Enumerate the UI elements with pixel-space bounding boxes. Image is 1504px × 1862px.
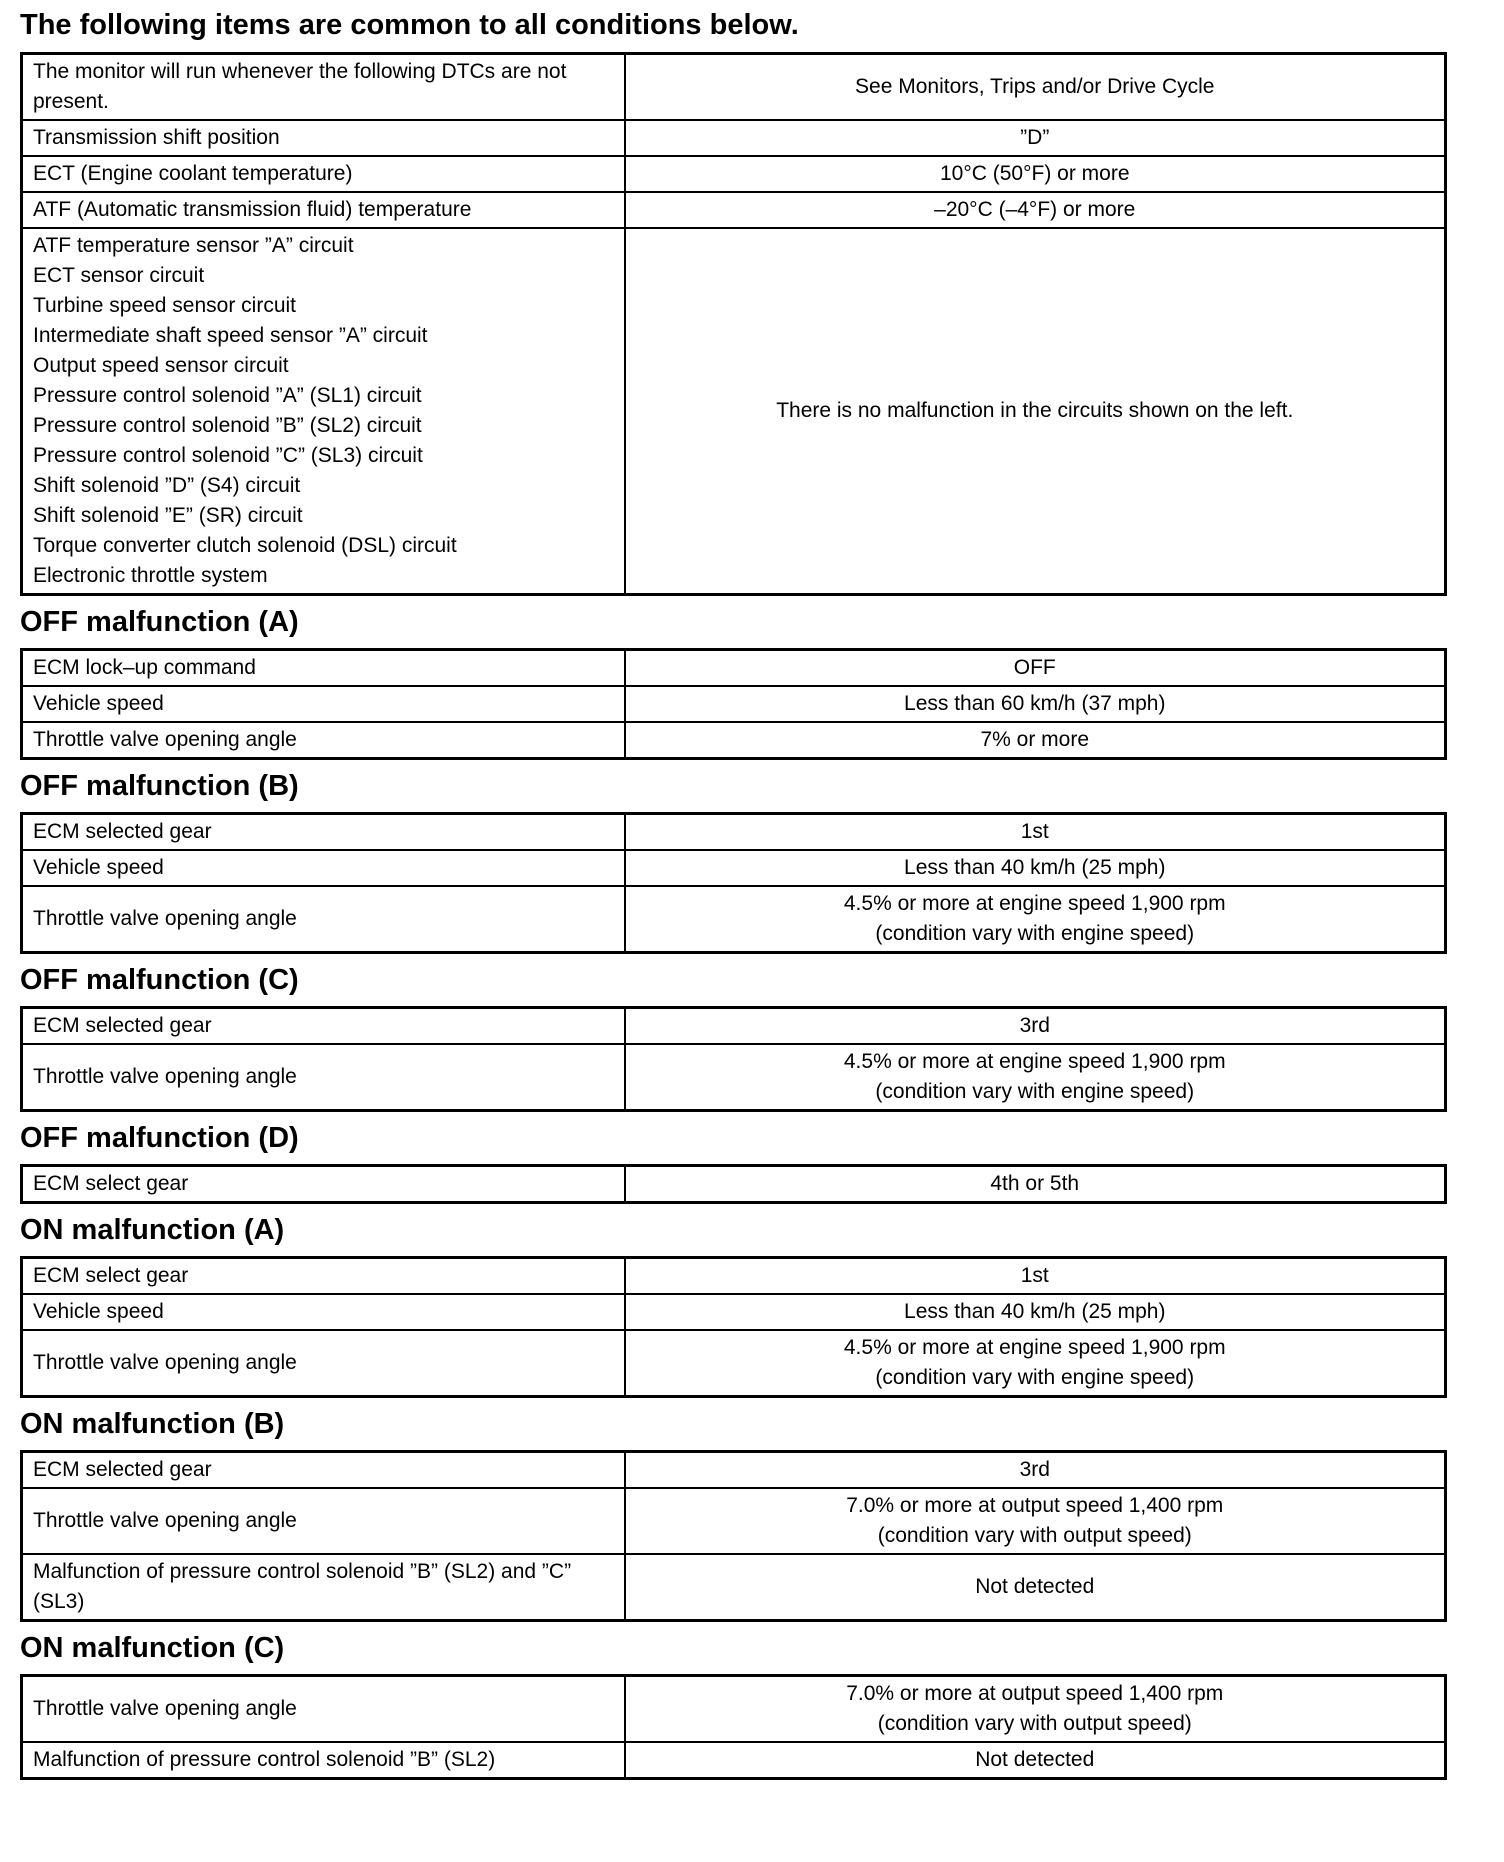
value-line: 7.0% or more at output speed 1,400 rpm [846, 1682, 1224, 1705]
section-heading: OFF malfunction (C) [20, 964, 299, 996]
condition-label: Throttle valve opening angle [22, 1330, 625, 1397]
value-line: (condition vary with output speed) [877, 1712, 1192, 1735]
table-row [22, 156, 1446, 192]
malfunction-table [20, 1164, 1447, 1204]
value-line: Less than 40 km/h (25 mph) [904, 1300, 1166, 1323]
condition-label: Throttle valve opening angle [22, 1676, 625, 1743]
value-line: Not detected [975, 1575, 1095, 1598]
circuit-item: Turbine speed sensor circuit [33, 294, 297, 317]
condition-value: 10°C (50°F) or more [625, 156, 1446, 192]
condition-label: ECM select gear [22, 1166, 625, 1203]
table-row [22, 120, 1446, 156]
table-row [22, 54, 1446, 121]
table-row [22, 228, 1446, 595]
page-title: The following items are common to all conditions below. [20, 9, 799, 41]
table-row [22, 1330, 1446, 1397]
table-row [22, 1452, 1446, 1489]
condition-label: Throttle valve opening angle [22, 1488, 625, 1554]
table-row [22, 1166, 1446, 1203]
value-line: 4th or 5th [990, 1172, 1080, 1195]
table-row [22, 1294, 1446, 1330]
condition-value [625, 1554, 1446, 1621]
table-row [22, 1258, 1446, 1295]
condition-label: Vehicle speed [22, 850, 625, 886]
circuit-item: Electronic throttle system [33, 564, 268, 587]
condition-label: Malfunction of pressure control solenoid ”B” (SL2) and ”C” (SL3) [22, 1554, 625, 1621]
circuits-value: There is no malfunction in the circuits shown on the left. [625, 228, 1446, 595]
value-line: 7.0% or more at output speed 1,400 rpm [846, 1494, 1224, 1517]
section-heading: OFF malfunction (A) [20, 606, 299, 638]
circuit-item: Output speed sensor circuit [33, 354, 289, 377]
section-heading: OFF malfunction (B) [20, 770, 299, 802]
malfunction-sections [20, 605, 1444, 1780]
condition-value [625, 814, 1446, 851]
table-row [22, 1008, 1446, 1045]
table-row [22, 1742, 1446, 1779]
table-row [22, 1676, 1446, 1743]
malfunction-table [20, 1450, 1447, 1622]
condition-value: ”D” [625, 120, 1446, 156]
table-row [22, 686, 1446, 722]
common-conditions-table [20, 52, 1447, 596]
condition-label: ECM select gear [22, 1258, 625, 1295]
value-line: (condition vary with engine speed) [875, 1080, 1195, 1103]
table-row [22, 722, 1446, 759]
condition-value [625, 650, 1446, 687]
condition-label: ECT (Engine coolant temperature) [22, 156, 625, 192]
condition-label: ECM selected gear [22, 814, 625, 851]
value-line: 1st [1020, 820, 1049, 843]
value-line: 3rd [1019, 1014, 1050, 1037]
table-row [22, 886, 1446, 953]
condition-label: ECM lock–up command [22, 650, 625, 687]
condition-value [625, 1294, 1446, 1330]
value-line: (condition vary with engine speed) [875, 922, 1195, 945]
condition-label: Throttle valve opening angle [22, 1044, 625, 1111]
section-heading: ON malfunction (B) [20, 1408, 285, 1440]
condition-label: Transmission shift position [22, 120, 625, 156]
condition-value [625, 1676, 1446, 1743]
condition-label: The monitor will run whenever the following DTCs are not present. [22, 54, 625, 121]
value-line: 7% or more [980, 728, 1090, 751]
condition-label: Vehicle speed [22, 686, 625, 722]
value-line: 3rd [1019, 1458, 1050, 1481]
value-line: OFF [1013, 656, 1056, 679]
malfunction-table [20, 812, 1447, 954]
condition-value: See Monitors, Trips and/or Drive Cycle [625, 54, 1446, 121]
circuit-item: Intermediate shaft speed sensor ”A” circuit [33, 324, 428, 347]
condition-value [625, 1008, 1446, 1045]
condition-value [625, 850, 1446, 886]
table-row [22, 1044, 1446, 1111]
section-heading: OFF malfunction (D) [20, 1122, 299, 1154]
value-line: Not detected [975, 1748, 1095, 1771]
condition-value [625, 686, 1446, 722]
circuit-item: ECT sensor circuit [33, 264, 205, 287]
condition-value [625, 1452, 1446, 1489]
document [20, 0, 1444, 1780]
circuit-item: ATF temperature sensor ”A” circuit [33, 234, 354, 257]
value-line: Less than 40 km/h (25 mph) [904, 856, 1166, 879]
condition-value [625, 886, 1446, 953]
condition-value: –20°C (–4°F) or more [625, 192, 1446, 228]
malfunction-table [20, 1006, 1447, 1112]
condition-label: Malfunction of pressure control solenoid ”B” (SL2) [22, 1742, 625, 1779]
table-row [22, 850, 1446, 886]
condition-label: Vehicle speed [22, 1294, 625, 1330]
circuit-item: Pressure control solenoid ”C” (SL3) circuit [33, 444, 423, 467]
condition-label: Throttle valve opening angle [22, 722, 625, 759]
table-row [22, 1554, 1446, 1621]
value-line: Less than 60 km/h (37 mph) [904, 692, 1166, 715]
value-line: 1st [1020, 1264, 1049, 1287]
malfunction-table [20, 1256, 1447, 1398]
circuit-item: Shift solenoid ”D” (S4) circuit [33, 474, 301, 497]
section-heading: ON malfunction (C) [20, 1632, 285, 1664]
value-line: 4.5% or more at engine speed 1,900 rpm [843, 1050, 1226, 1073]
table-row [22, 1488, 1446, 1554]
value-line: (condition vary with engine speed) [875, 1366, 1195, 1389]
condition-label: ECM selected gear [22, 1008, 625, 1045]
value-line: (condition vary with output speed) [877, 1524, 1192, 1547]
condition-value [625, 1258, 1446, 1295]
circuit-item: Shift solenoid ”E” (SR) circuit [33, 504, 303, 527]
circuit-item: Torque converter clutch solenoid (DSL) circuit [33, 534, 457, 557]
value-line: 4.5% or more at engine speed 1,900 rpm [843, 1336, 1226, 1359]
section-heading: ON malfunction (A) [20, 1214, 285, 1246]
table-row [22, 814, 1446, 851]
circuit-item: Pressure control solenoid ”A” (SL1) circuit [33, 384, 422, 407]
condition-value [625, 1166, 1446, 1203]
condition-label: ATF (Automatic transmission fluid) temperature [22, 192, 625, 228]
condition-value [625, 1488, 1446, 1554]
table-row [22, 650, 1446, 687]
table-row [22, 192, 1446, 228]
condition-value [625, 1330, 1446, 1397]
condition-value [625, 1044, 1446, 1111]
condition-value [625, 722, 1446, 759]
value-line: 4.5% or more at engine speed 1,900 rpm [843, 892, 1226, 915]
condition-label: ECM selected gear [22, 1452, 625, 1489]
malfunction-table [20, 648, 1447, 760]
malfunction-table [20, 1674, 1447, 1780]
circuit-list [22, 228, 625, 595]
circuit-item: Pressure control solenoid ”B” (SL2) circuit [33, 414, 422, 437]
condition-label: Throttle valve opening angle [22, 886, 625, 953]
condition-value [625, 1742, 1446, 1779]
